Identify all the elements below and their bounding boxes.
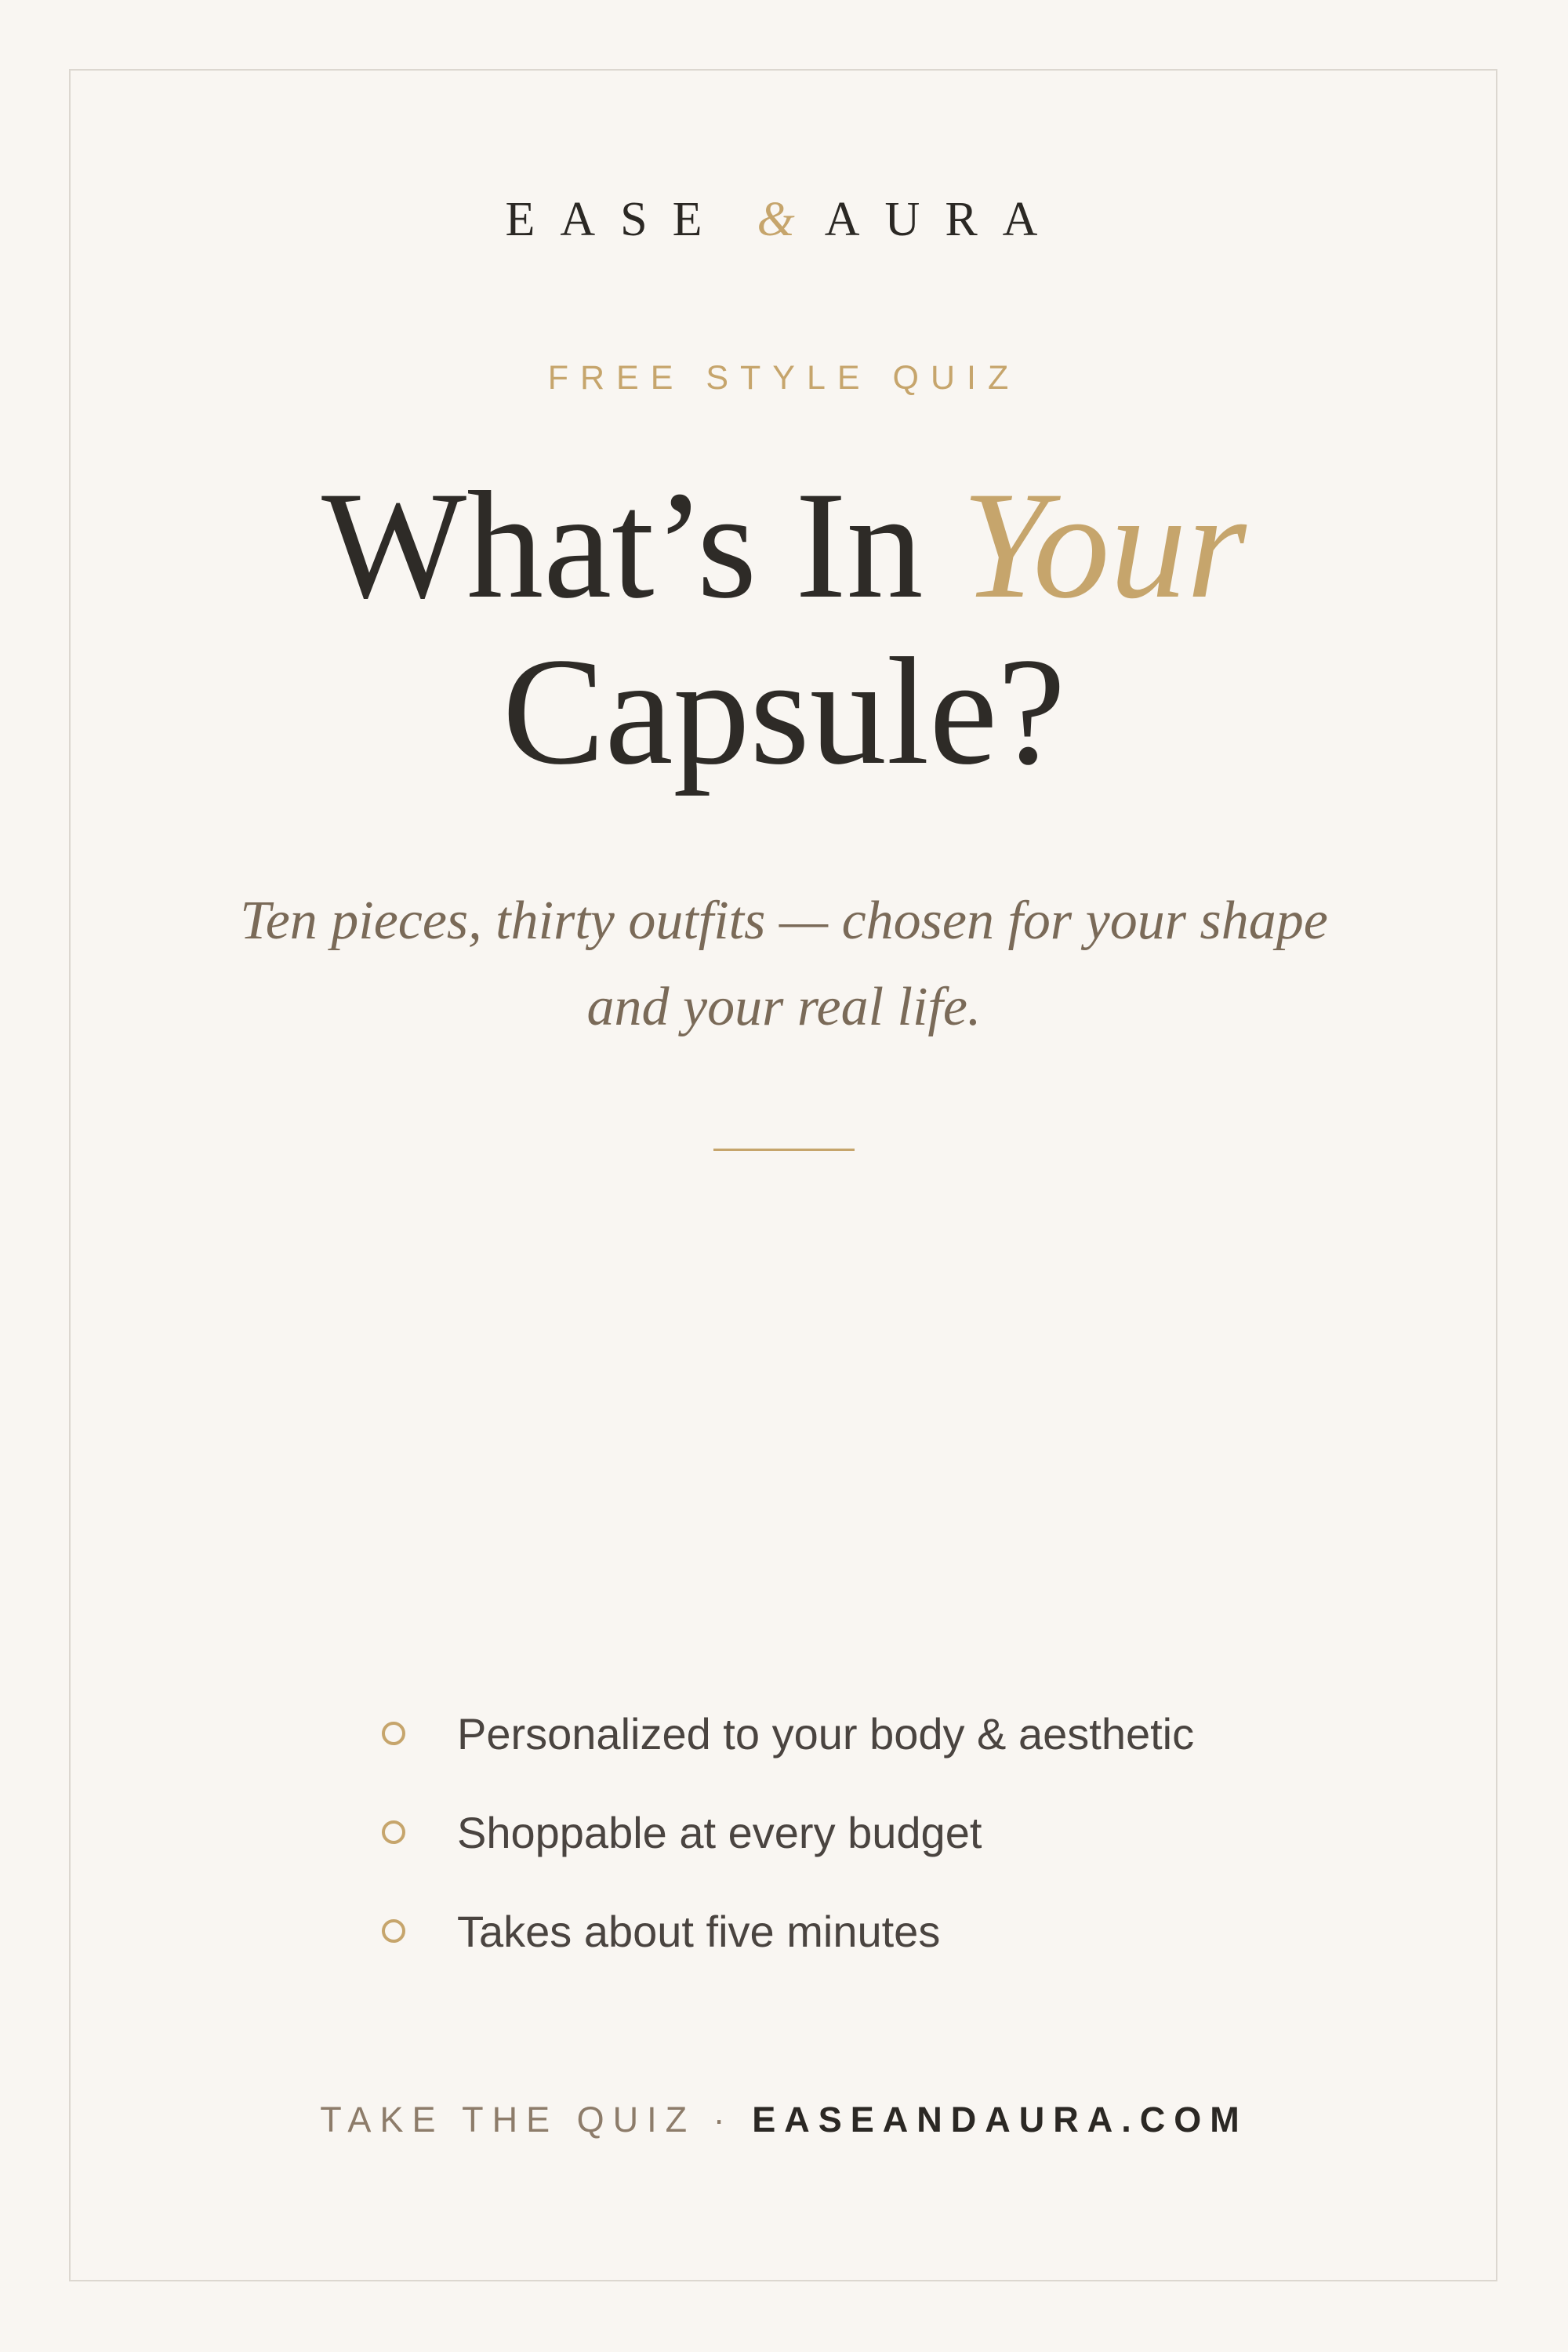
headline-line2: Capsule?: [502, 626, 1066, 797]
benefits-list: [376, 1684, 1194, 1980]
headline: [0, 460, 1568, 797]
quiz-kicker: FREE STYLE QUIZ: [547, 359, 1021, 397]
benefit-text: Shoppable at every budget: [457, 1807, 982, 1857]
circle-bullet-icon: [382, 1820, 405, 1844]
cta-separator: ·: [713, 2100, 725, 2140]
call-to-action[interactable]: [0, 2100, 1568, 2140]
brand-word-aura: AURA: [824, 193, 1063, 246]
circle-bullet-icon: [382, 1919, 405, 1943]
headline-prefix: What’s In: [321, 460, 962, 630]
website-link[interactable]: EASEANDAURA.COM: [752, 2100, 1248, 2140]
subtitle: Ten pieces, thirty outfits — chosen for your shape and your real life.: [240, 891, 1328, 1037]
benefit-item: [376, 1783, 1194, 1882]
benefit-text: Takes about five minutes: [457, 1906, 941, 1956]
brand-ampersand: &: [757, 193, 795, 246]
divider: [713, 1149, 855, 1151]
benefit-item: [376, 1684, 1194, 1783]
cta-label: TAKE THE QUIZ: [320, 2100, 696, 2140]
benefit-item: [376, 1882, 1194, 1980]
circle-bullet-icon: [382, 1722, 405, 1745]
headline-accent: Your: [961, 460, 1247, 630]
brand-logo: [0, 192, 1568, 248]
benefit-text: Personalized to your body & aesthetic: [457, 1708, 1195, 1759]
brand-word-ease: EASE: [505, 193, 728, 246]
